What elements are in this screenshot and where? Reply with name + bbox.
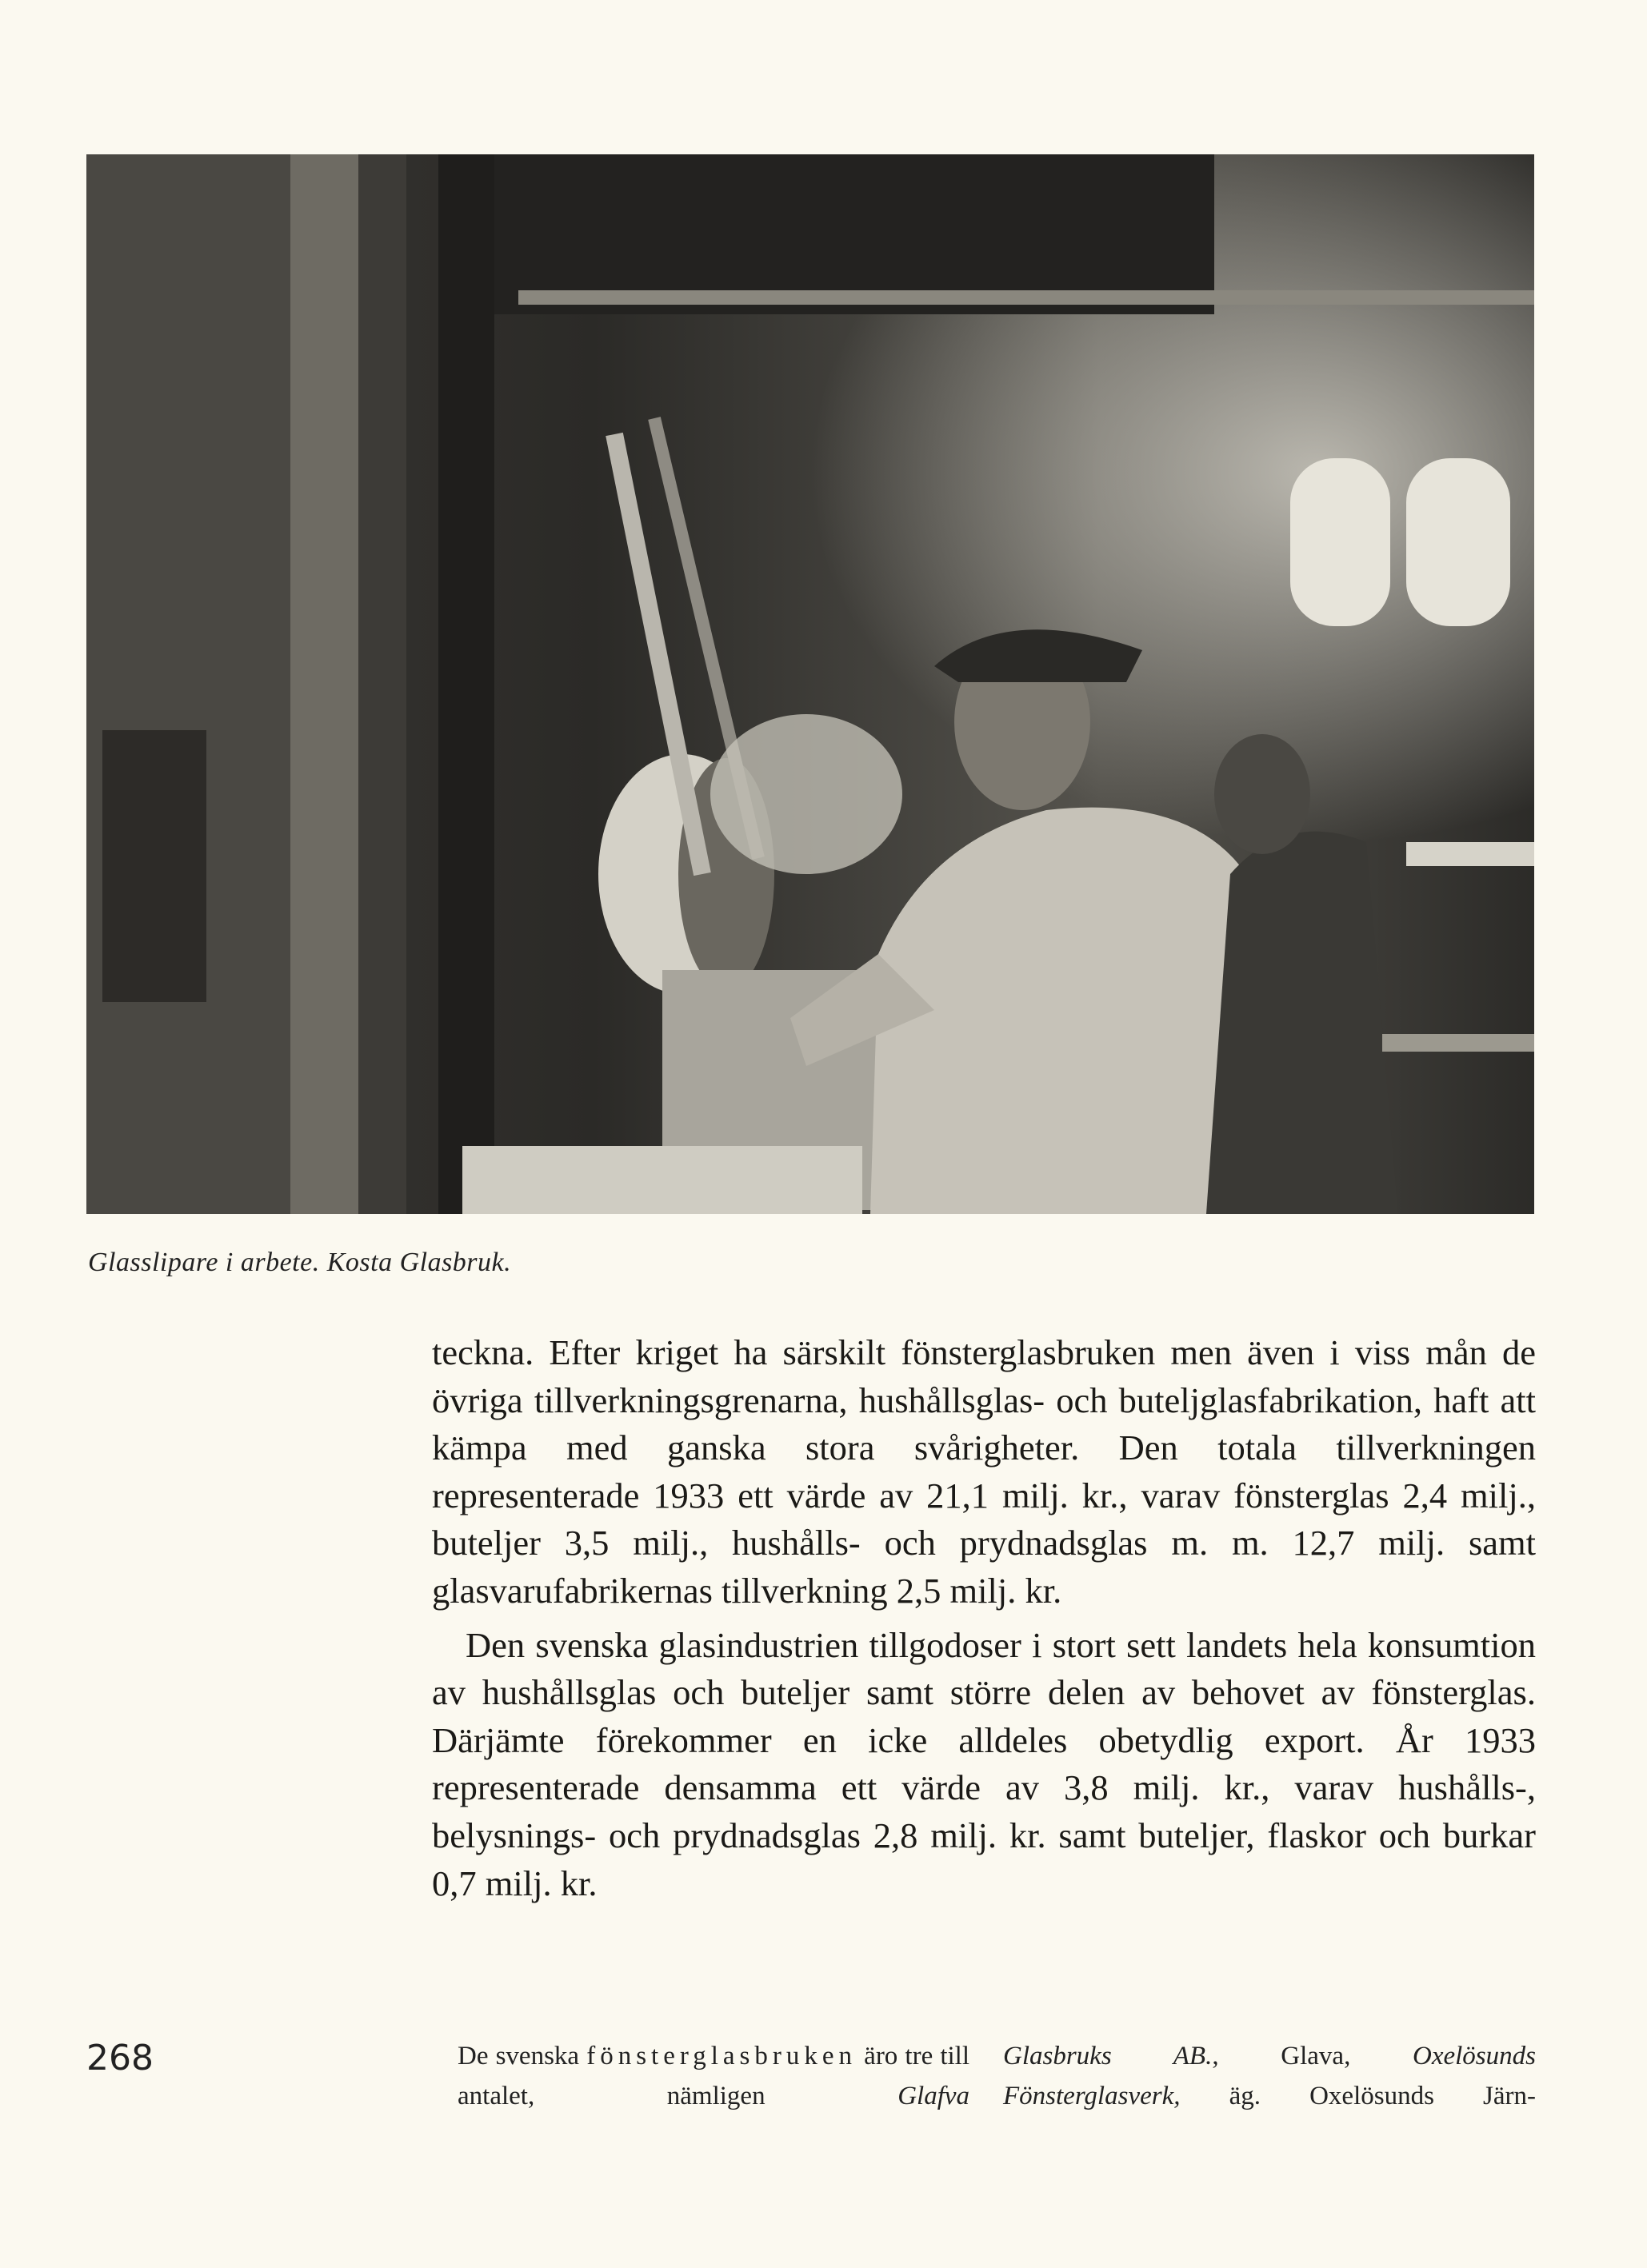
footnote-right-italic-2: Oxelösunds Fönsterglasverk, [1003,2042,1536,2110]
glass-cutter-photo-icon [86,154,1534,1214]
footnote-left-italic: Glafva [897,2082,970,2110]
footnote-left-column [458,2036,969,2116]
footnote-left-lead: De svenska [458,2042,580,2070]
paragraph-2: Den svenska glasindustrien tillgodoser i stort sett landets hela konsumtion av hushållsglas och buteljer samt större delen av behovet av fönsterglas. Därjämte förekommer en icke alldeles obetydlig export. År 1933 representerade densamma ett värde av 3,8 milj. kr., varav hushålls-, belysnings- och prydnadsglas 2,8 milj. kr. samt buteljer, flaskor och burkar 0,7 milj. kr. [432,1624,1536,1903]
page-number: 268 [86,2038,154,2078]
footnote-right-italic-1: Glasbruks AB. [1003,2042,1213,2070]
body-text [432,1329,1536,1907]
footnote-right-text-2: äg. Oxelösunds Järn- [1229,2082,1536,2110]
photo-caption: Glasslipare i arbete. Kosta Glasbruk. [88,1248,512,1277]
paragraph-1: teckna. Efter kriget ha särskilt fönsterglasbruken men även i viss mån de övriga tillverkningsgrenarna, hushållsglas- och buteljglasfabrikation, haft att kämpa med ganska stora svårigheter. Den totala tillverkningen representerade 1933 ett värde av 21,1 milj. kr., varav fönsterglas 2,4 milj., buteljer 3,5 milj., hushålls- och prydnadsglas m. m. 12,7 milj. samt glasvarufabrikernas tillverkning 2,5 milj. kr. [432,1332,1536,1611]
footnote-left-spaced: fönsterglasbruken [586,2042,857,2070]
photo-glass-cutter [86,154,1534,1214]
footnote-right-text-1: , Glava, [1212,2042,1351,2070]
footnote-left-rest: äro tre till antalet, nämligen [458,2042,970,2110]
footnote-right-column [1003,2036,1536,2116]
